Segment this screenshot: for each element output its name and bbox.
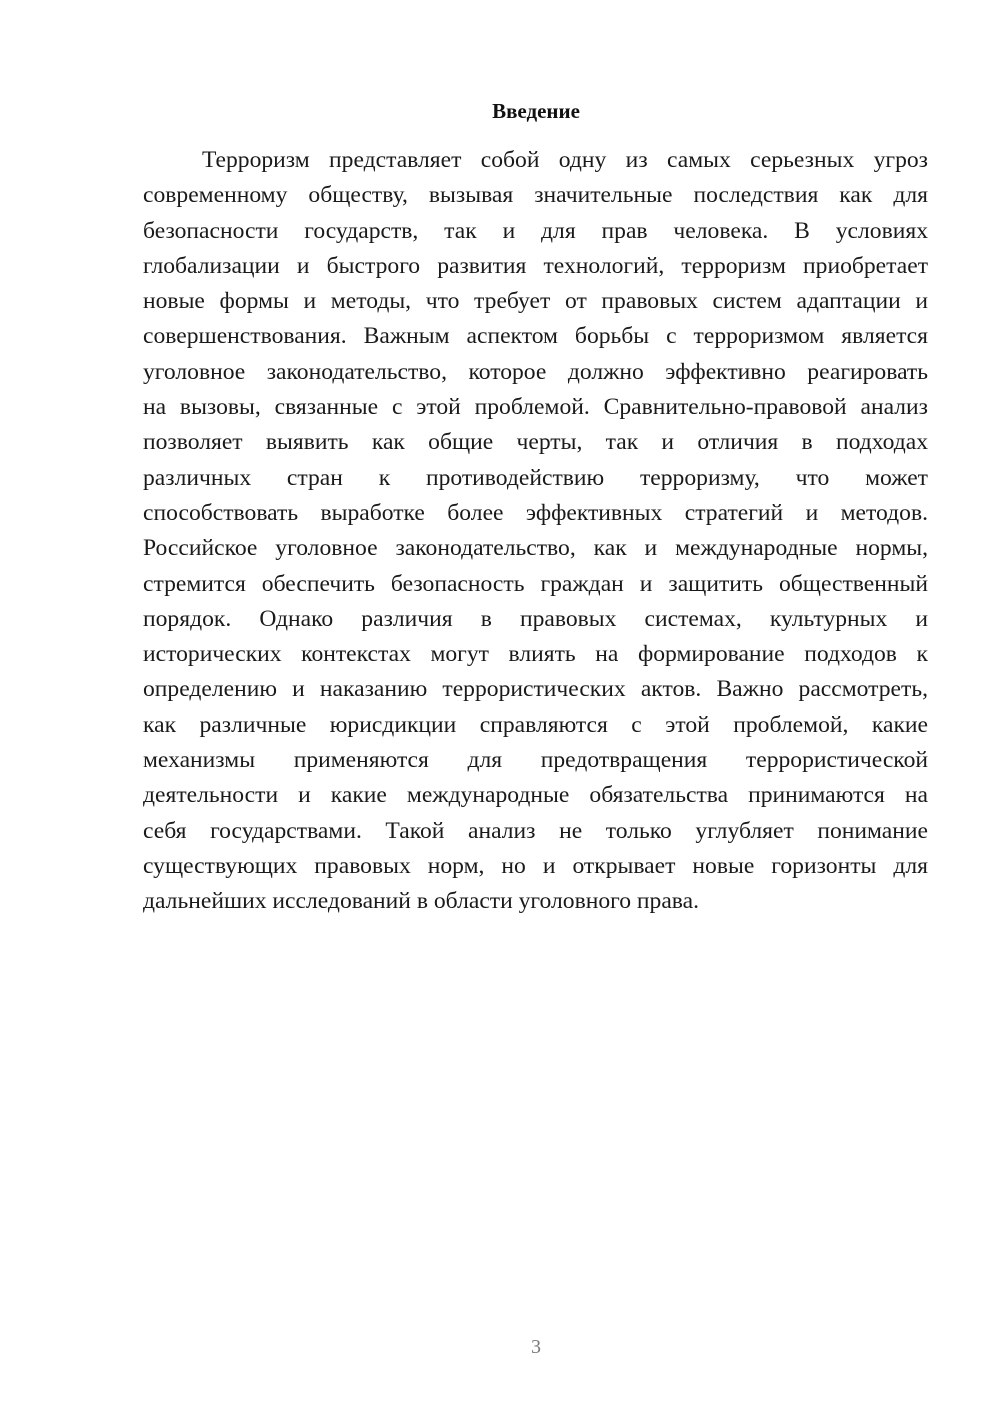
paragraph-line: стремится обеспечить безопасность граждан и защитить общественный: [143, 570, 928, 597]
body-paragraph: [143, 143, 928, 920]
paragraph-line: различных стран к противодействию терроризму, что может: [143, 464, 928, 491]
paragraph-line: существующих правовых норм, но и открывает новые горизонты для: [143, 852, 928, 879]
paragraph-line: определению и наказанию террористических актов. Важно рассмотреть,: [143, 676, 928, 703]
paragraph-line: себя государствами. Такой анализ не только углубляет понимание: [143, 817, 928, 844]
paragraph-line: Российское уголовное законодательство, как и международные нормы,: [143, 535, 928, 562]
paragraph-line: совершенствования. Важным аспектом борьбы с терроризмом является: [143, 323, 928, 350]
page-number: 3: [531, 1336, 541, 1358]
paragraph-line: как различные юрисдикции справляются с этой проблемой, какие: [143, 711, 928, 738]
paragraph-line: новые формы и методы, что требует от правовых систем адаптации и: [143, 288, 928, 315]
paragraph-line: способствовать выработке более эффективных стратегий и методов.: [143, 499, 928, 526]
paragraph-line: уголовное законодательство, которое должно эффективно реагировать: [143, 358, 928, 385]
paragraph-line: глобализации и быстрого развития технологий, терроризм приобретает: [143, 252, 928, 279]
paragraph-line: на вызовы, связанные с этой проблемой. Сравнительно-правовой анализ: [143, 394, 928, 421]
section-heading: Введение: [492, 99, 580, 123]
paragraph-line: Терроризм представляет собой одну из самых серьезных угроз: [202, 147, 928, 173]
paragraph-line: порядок. Однако различия в правовых системах, культурных и: [143, 605, 928, 632]
paragraph-line: современному обществу, вызывая значительные последствия как для: [143, 182, 928, 209]
paragraph-line: дальнейших исследований в области уголовного права.: [143, 888, 700, 915]
paragraph-line: позволяет выявить как общие черты, так и отличия в подходах: [143, 429, 928, 456]
paragraph-line: механизмы применяются для предотвращения террористической: [143, 747, 928, 774]
paragraph-line: безопасности государств, так и для прав человека. В условиях: [143, 217, 928, 244]
paragraph-line: исторических контекстах могут влиять на формирование подходов к: [143, 641, 928, 668]
paragraph-line: деятельности и какие международные обязательства принимаются на: [143, 782, 928, 809]
